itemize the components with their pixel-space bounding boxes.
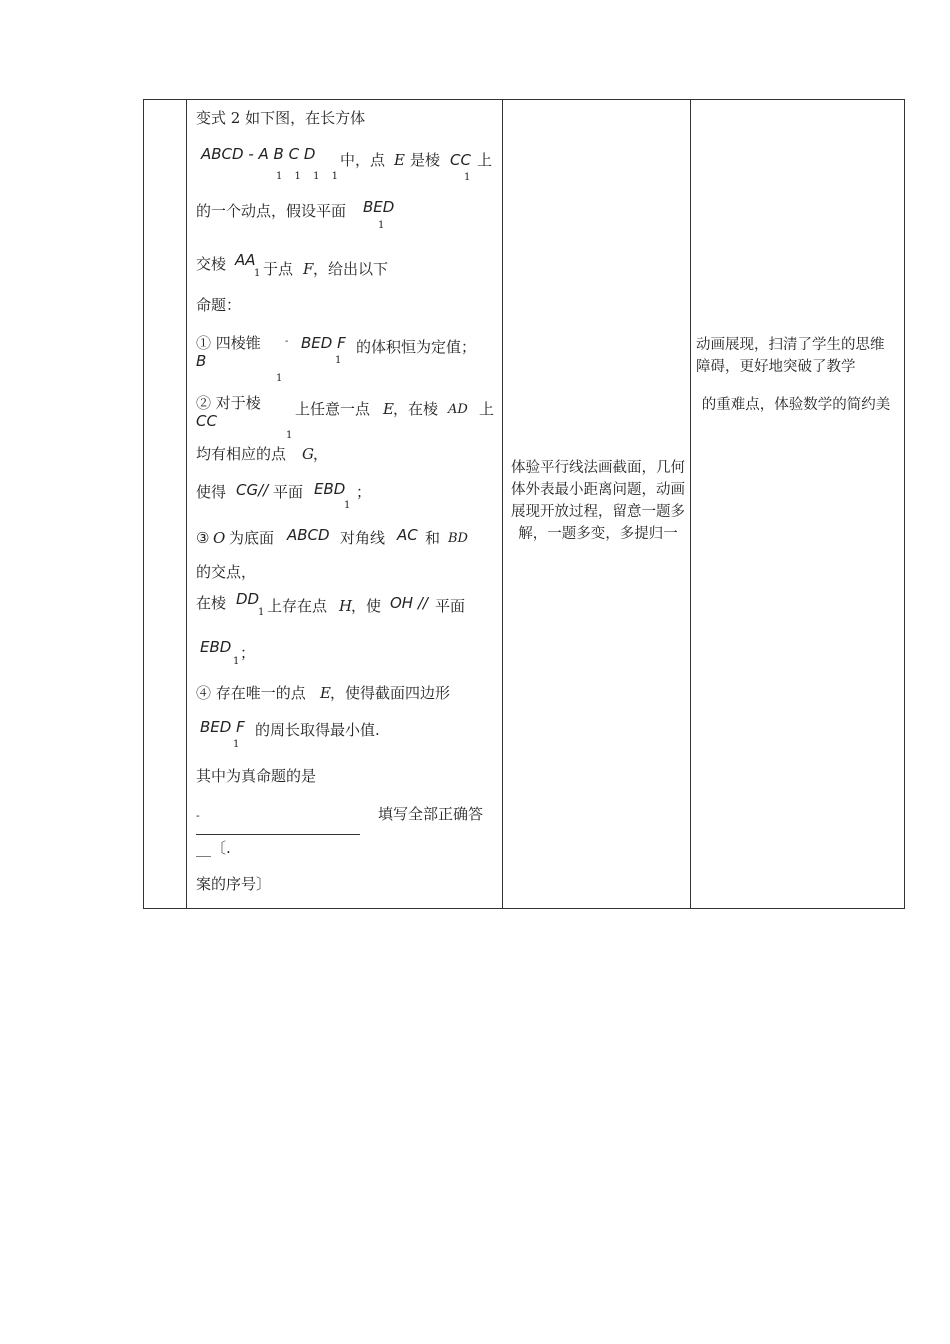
math-H: H — [339, 597, 353, 615]
math-OH-parallel: OH // — [390, 594, 428, 612]
text: 对角线 — [340, 529, 386, 547]
text: 平面 — [273, 483, 304, 501]
math-BED1: BED — [363, 198, 395, 216]
math-subscript: 1 — [276, 373, 283, 384]
comment-text-1: 动画展现，扫清了学生的思维障碍，更好地突破了教学 — [696, 337, 885, 375]
text: 上任意一点 — [295, 400, 371, 418]
proposition-1: ① 四棱锥 — [196, 334, 261, 352]
column-divider-3 — [690, 100, 691, 908]
math-CC1: CC — [450, 151, 471, 169]
math-CG-parallel: CG// — [236, 481, 269, 499]
column-divider-2 — [502, 100, 503, 908]
math-E: E — [320, 684, 331, 702]
text: ，在棱 — [393, 400, 439, 418]
text: ，给出以下 — [313, 260, 389, 278]
math-abcd-a1b1c1d1: ABCD - A B C D — [201, 145, 316, 163]
math-subscript: 1 — [254, 268, 261, 279]
text: ； — [240, 644, 256, 662]
text: 的周长取得最小值. — [255, 721, 380, 739]
text: __〔. — [196, 839, 231, 857]
text: 中，点 — [340, 151, 386, 169]
math-subscript: 1 — [233, 656, 240, 667]
problem-line-1: 变式 2 如下图，在长方体 — [196, 109, 366, 127]
math-subscripts: 1 1 1 1 — [276, 171, 338, 182]
text: 于点 — [263, 260, 294, 278]
math-subscript: 1 — [286, 430, 293, 441]
math-CC1: CC — [196, 412, 217, 430]
text: ，使得截面四边形 — [330, 684, 451, 702]
math-dash: - — [285, 336, 289, 347]
design-intent-cell: 体验平行线法画截面，几何体外表最小距离问题，动画展现开放过程，留意一题多解，一题多变，多提归一 — [511, 460, 685, 542]
text: ，使 — [351, 597, 382, 615]
text: 使得 — [196, 483, 227, 501]
question-line: 其中为真命题的是 — [196, 767, 317, 785]
problem-line-3: 的一个动点，假设平面 — [196, 202, 347, 220]
text: 上 — [479, 400, 495, 418]
problem-line-5: 命题： — [196, 296, 242, 314]
math-BED1F: BED F — [301, 334, 346, 352]
text: 上 — [477, 151, 493, 169]
text: 和 — [425, 529, 441, 547]
text: 为底面 — [229, 529, 275, 547]
math-subscript: 1 — [464, 172, 471, 183]
math-G: G — [302, 445, 314, 463]
text: 在棱 — [196, 594, 227, 612]
math-E: E — [383, 400, 394, 418]
math-AC: AC — [397, 526, 418, 544]
comment-text-2: 的重难点，体验数学的简约美 — [701, 397, 891, 413]
text: 填写全部正确答 — [378, 805, 484, 823]
math-EBD1: EBD — [314, 480, 346, 498]
text: 的体积恒为定值； — [356, 338, 477, 356]
math-O: O — [213, 529, 226, 547]
text: 平面 — [435, 597, 466, 615]
math-E: E — [394, 151, 405, 169]
text: 上存在点 — [267, 597, 328, 615]
text: - — [196, 809, 200, 822]
math-subscript: 1 — [335, 355, 342, 366]
math-ABCD: ABCD — [287, 526, 330, 544]
text: 的交点， — [196, 563, 257, 581]
math-DD1: DD — [236, 590, 260, 608]
text: 案的序号〕 — [196, 875, 272, 893]
proposition-2: ② 对于棱 — [196, 394, 261, 412]
text: ， — [313, 445, 329, 463]
answer-blank — [196, 834, 360, 835]
proposition-3: ③ — [196, 529, 210, 547]
math-F: F — [303, 260, 314, 278]
math-subscript: 1 — [258, 607, 265, 618]
math-BED1F: BED F — [200, 718, 245, 736]
math-BD: BD — [448, 531, 468, 546]
math-B1: B — [196, 352, 207, 370]
math-EBD1: EBD — [200, 638, 232, 656]
text: 交棱 — [196, 255, 227, 273]
text: 是棱 — [410, 151, 441, 169]
math-subscript: 1 — [233, 739, 240, 750]
math-subscript: 1 — [344, 500, 351, 511]
math-AD: AD — [448, 402, 468, 417]
math-subscript: 1 — [378, 220, 385, 231]
math-AA1: AA — [235, 251, 256, 269]
text: 均有相应的点 — [196, 445, 287, 463]
column-divider-1 — [186, 100, 187, 908]
proposition-4: ④ 存在唯一的点 — [196, 684, 306, 702]
text: ； — [356, 483, 372, 501]
